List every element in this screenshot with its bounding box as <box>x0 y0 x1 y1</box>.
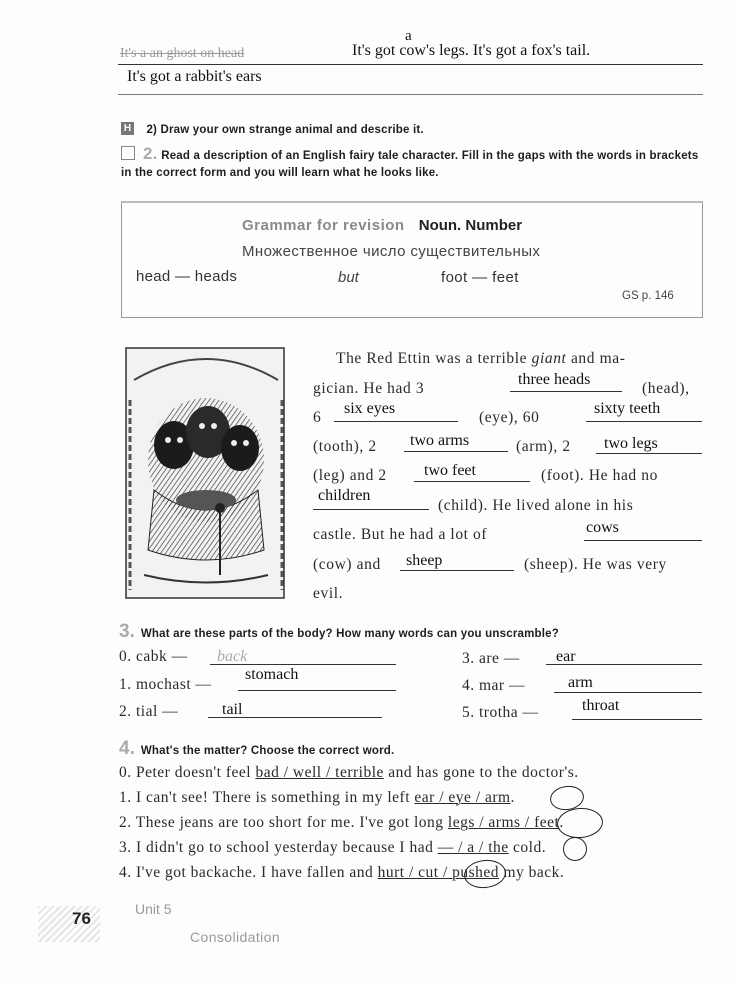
gap-line-cow <box>584 540 702 541</box>
unscramble-3 <box>462 650 520 668</box>
gap-line <box>554 692 702 693</box>
unscramble-4 <box>462 677 525 695</box>
story-line-9: evil. <box>313 585 344 602</box>
writing-line <box>118 94 703 95</box>
answer-circle-a <box>563 837 587 861</box>
choice-line-1 <box>119 789 515 807</box>
answer-ear: ear <box>556 648 576 665</box>
story-line-4-b: (arm), 2 <box>516 438 571 455</box>
answer-stomach: stomach <box>245 666 299 683</box>
unscramble-5 <box>462 704 539 722</box>
gap-line-sheep <box>400 570 514 571</box>
gap-line-eye <box>334 421 458 422</box>
grammar-example-2: foot — feet <box>441 269 519 286</box>
giant-picture <box>124 340 288 602</box>
sentence-end: . <box>559 814 564 831</box>
grammar-reference: GS p. 146 <box>622 290 674 302</box>
answer-sheep: sheep <box>406 552 443 569</box>
item-number: 3. <box>119 839 132 856</box>
answer-arm-2: arm <box>568 674 593 691</box>
answer-foot: two feet <box>424 462 476 479</box>
choice-line-3 <box>119 839 546 857</box>
task-2-number: 2. <box>143 144 158 163</box>
story-line-1 <box>336 350 626 368</box>
item-number: 2. <box>119 814 132 831</box>
task-3-header <box>119 621 559 643</box>
word-options: bad / well / terrible <box>255 764 384 781</box>
answer-head: three heads <box>518 371 591 388</box>
gap-line-leg <box>596 453 702 454</box>
gap-line <box>208 717 382 718</box>
word-options: — / a / the <box>437 839 509 856</box>
correction-letter-a: a <box>405 28 412 44</box>
answer-line-2: It's got a rabbit's ears <box>127 68 262 85</box>
task-4-header <box>119 738 394 760</box>
item-number: 0. <box>119 648 132 665</box>
answer-line-1: It's got cow's legs. It's got a fox's tail. <box>352 42 591 59</box>
answer-leg: two legs <box>604 435 658 452</box>
scrambled-word: tial — <box>136 703 179 720</box>
task-2-instruction: Read a description of an English fairy tale character. Fill in the gaps with the words in brackets in the correct form and you will learn what he looks like. <box>121 150 699 179</box>
story-line-4-a: (tooth), 2 <box>313 438 377 455</box>
grammar-title <box>242 217 522 234</box>
task-icon: H <box>121 122 134 135</box>
grammar-but: but <box>338 269 359 286</box>
page-number: 76 <box>72 909 91 928</box>
story-line-8-a: (cow) and <box>313 556 381 573</box>
scrambled-word: trotha — <box>479 704 539 721</box>
scrambled-word: mar — <box>479 677 525 694</box>
scrambled-word: cabk — <box>136 648 188 665</box>
item-number: 2. <box>119 703 132 720</box>
answer-throat: throat <box>582 697 620 714</box>
answer-child: children <box>318 487 371 504</box>
scrambled-word: are — <box>479 650 520 667</box>
gap-line <box>210 664 396 665</box>
sentence-end: my back. <box>499 864 565 881</box>
task-1-part2 <box>121 120 424 138</box>
task-1-part2-text: 2) Draw your own strange animal and describe it. <box>146 124 424 136</box>
task-2-header <box>121 146 705 181</box>
answer-back: back <box>217 648 248 665</box>
sentence-start: I can't see! There is something in my left <box>136 789 415 806</box>
answer-circle-legs <box>556 806 604 839</box>
task-4-instruction: What's the matter? Choose the correct word. <box>140 745 395 757</box>
story-line-6: (child). He lived alone in his <box>438 497 634 514</box>
story-text-italic: giant <box>531 350 567 367</box>
choice-line-2 <box>119 814 564 832</box>
unscramble-1 <box>119 676 212 694</box>
item-number: 1. <box>119 789 132 806</box>
sentence-start: I've got backache. I have fallen and <box>136 864 378 881</box>
writing-line <box>118 64 703 65</box>
unit-label: Unit 5 <box>135 901 172 917</box>
item-number: 4. <box>462 677 475 694</box>
crossed-out-text: It's a an ghost on head <box>120 46 245 61</box>
task-3-instruction: What are these parts of the body? How many words can you unscramble? <box>140 628 559 640</box>
section-label: Consolidation <box>190 929 281 945</box>
task-icon <box>121 146 135 160</box>
item-number: 1. <box>119 676 132 693</box>
sentence-start: Peter doesn't feel <box>136 764 256 781</box>
grammar-example-1: head — heads <box>136 268 238 285</box>
sentence-start: I didn't go to school yesterday because I had <box>136 839 438 856</box>
gap-line <box>238 690 396 691</box>
unscramble-2 <box>119 703 178 721</box>
scrambled-word: mochast — <box>136 676 212 693</box>
story-text: The Red Ettin was a terrible <box>336 350 532 367</box>
grammar-label: Grammar for revision <box>242 217 405 234</box>
word-options: hurt / cut / pushed <box>377 864 500 881</box>
gap-line-foot <box>414 481 530 482</box>
answer-eye: six eyes <box>344 400 396 417</box>
story-line-3-a: 6 <box>313 409 322 426</box>
item-number: 4. <box>119 864 132 881</box>
story-text: and ma- <box>566 350 626 367</box>
sentence-end: and has gone to the doctor's. <box>383 764 579 781</box>
story-line-2-a: gician. He had 3 <box>313 380 425 397</box>
unscramble-0 <box>119 648 188 666</box>
story-line-2-b: (head), <box>642 380 690 397</box>
sentence-end: . <box>510 789 515 806</box>
red-ettin-illustration <box>124 340 288 602</box>
gap-line-tooth <box>586 421 702 422</box>
word-options: ear / eye / arm <box>414 789 511 806</box>
item-number: 0. <box>119 764 132 781</box>
grammar-russian: Множественное число существительных <box>242 243 541 260</box>
answer-tooth: sixty teeth <box>594 400 661 417</box>
story-line-7: castle. But he had a lot of <box>313 526 488 543</box>
item-number: 3. <box>462 650 475 667</box>
gap-line-head <box>510 391 622 392</box>
task-4-number: 4. <box>119 738 135 759</box>
answer-tail: tail <box>222 701 243 718</box>
answer-circle-hurt <box>463 858 508 890</box>
gap-line-arm <box>404 451 508 452</box>
gap-line-child <box>313 509 429 510</box>
gap-line <box>546 664 702 665</box>
story-line-5-b: (foot). He had no <box>541 467 658 484</box>
story-line-8-b: (sheep). He was very <box>524 556 667 573</box>
grammar-topic: Noun. Number <box>418 217 523 234</box>
answer-cow: cows <box>586 519 619 536</box>
sentence-start: These jeans are too short for me. I've got long <box>135 814 448 831</box>
gap-line <box>572 719 702 720</box>
word-options: legs / arms / feet <box>447 814 560 831</box>
grammar-box <box>121 201 703 318</box>
choice-line-0 <box>119 764 579 782</box>
sentence-end: cold. <box>508 839 547 856</box>
story-line-5-a: (leg) and 2 <box>313 467 387 484</box>
task-3-number: 3. <box>119 621 135 642</box>
item-number: 5. <box>462 704 475 721</box>
answer-arm: two arms <box>410 432 470 449</box>
story-line-3-b: (eye), 60 <box>479 409 540 426</box>
